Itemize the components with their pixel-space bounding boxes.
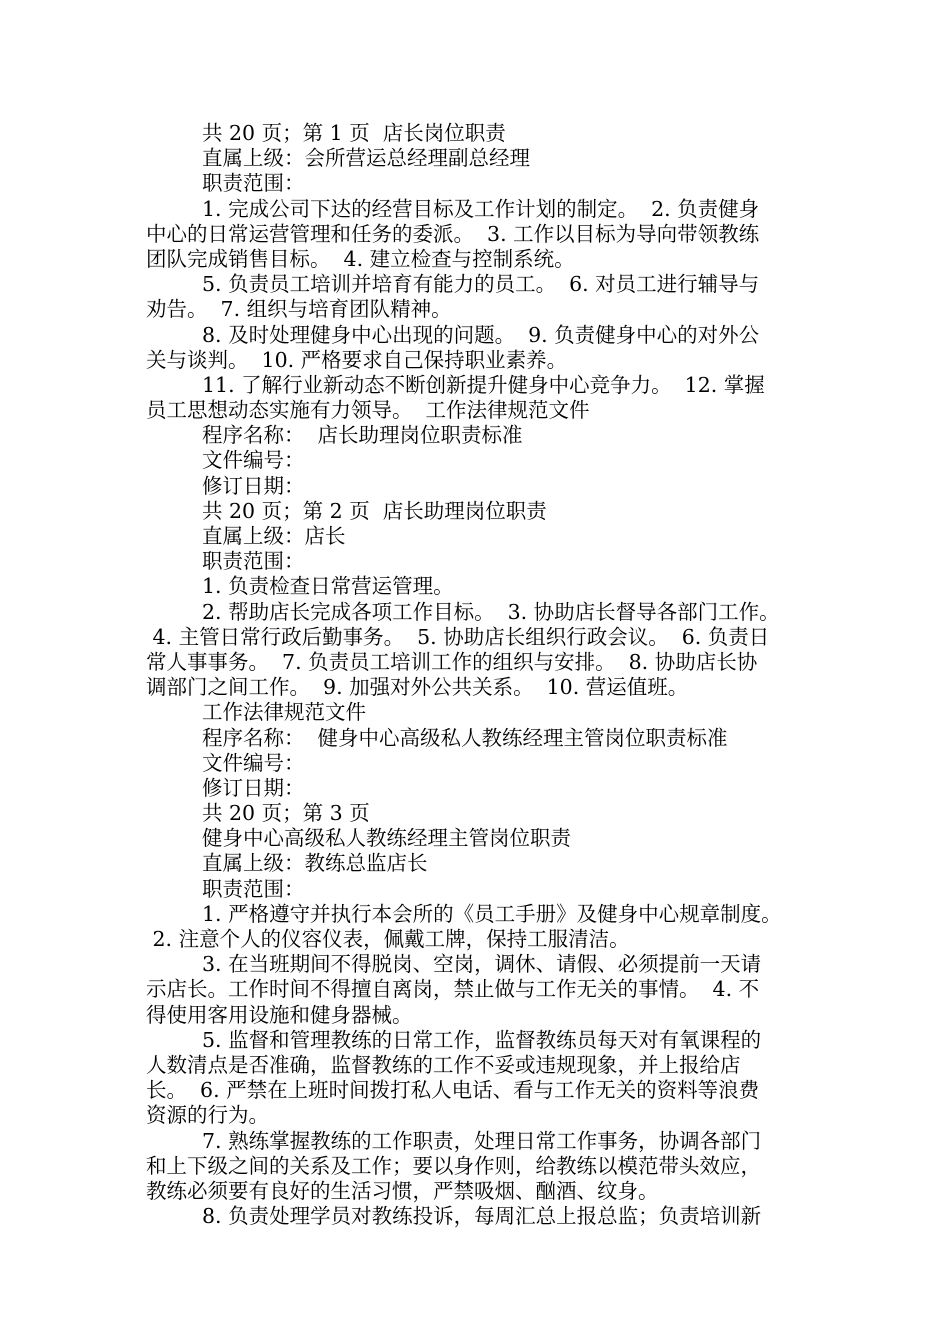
text-line: 职责范围：: [202, 876, 305, 901]
text-line: 共 20 页；第 2 页 店长助理岗位职责: [202, 498, 547, 523]
text-line: 职责范围：: [202, 171, 305, 196]
text-line: 直属上级：教练总监店长: [202, 851, 428, 876]
text-line: 修订日期：: [202, 473, 305, 498]
text-line: 文件编号：: [202, 750, 305, 775]
text-line: 3. 在当班期间不得脱岗、空岗，调休、请假、必须提前一天请: [202, 952, 762, 977]
text-line: 得使用客用设施和健身器械。: [146, 1002, 413, 1027]
text-line: 11. 了解行业新动态不断创新提升健身中心竞争力。 12. 掌握: [202, 372, 765, 397]
text-line: 5. 负责员工培训并培育有能力的员工。 6. 对员工进行辅导与: [202, 272, 760, 297]
text-line: 团队完成销售目标。 4. 建立检查与控制系统。: [146, 246, 575, 271]
text-line: 人数清点是否准确，监督教练的工作不妥或违规现象，并上报给店: [146, 1052, 741, 1077]
text-line: 工作法律规范文件: [202, 700, 366, 725]
text-line: 4. 主管日常行政后勤事务。 5. 协助店长组织行政会议。 6. 负责日: [146, 624, 770, 649]
text-line: 关与谈判。 10. 严格要求自己保持职业素养。: [146, 347, 568, 372]
text-line: 8. 及时处理健身中心出现的问题。 9. 负责健身中心的对外公: [202, 322, 760, 347]
text-line: 中心的日常运营管理和任务的委派。 3. 工作以目标为导向带领教练: [146, 221, 760, 246]
text-line: 2. 注意个人的仪容仪表，佩戴工牌，保持工服清洁。: [146, 927, 630, 951]
text-line: 健身中心高级私人教练经理主管岗位职责: [202, 826, 571, 851]
text-line: 直属上级：店长: [202, 524, 346, 548]
text-line: 和上下级之间的关系及工作；要以身作则，给教练以模范带头效应，: [146, 1153, 761, 1178]
text-line: 2. 帮助店长完成各项工作目标。 3. 协助店长督导各部门工作。: [202, 599, 780, 624]
text-line: 共 20 页；第 1 页 店长岗位职责: [202, 121, 506, 145]
text-line: 员工思想动态实施有力领导。 工作法律规范文件: [146, 398, 590, 423]
text-line: 调部门之间工作。 9. 加强对外公共关系。 10. 营运值班。: [146, 675, 689, 700]
text-line: 程序名称： 店长助理岗位职责标准: [202, 423, 523, 448]
text-line: 5. 监督和管理教练的日常工作，监督教练员每天对有氧课程的: [202, 1027, 762, 1052]
text-line: 1. 负责检查日常营运管理。: [202, 574, 454, 599]
text-line: 1. 完成公司下达的经营目标及工作计划的制定。 2. 负责健身: [202, 196, 760, 221]
text-line: 职责范围：: [202, 549, 305, 574]
text-line: 程序名称： 健身中心高级私人教练经理主管岗位职责标准: [202, 725, 728, 750]
text-line: 修订日期：: [202, 775, 305, 800]
text-line: 文件编号：: [202, 448, 305, 473]
text-line: 直属上级：会所营运总经理副总经理: [202, 146, 530, 171]
text-line: 资源的行为。: [146, 1103, 269, 1128]
text-line: 8. 负责处理学员对教练投诉，每周汇总上报总监；负责培训新: [202, 1204, 762, 1229]
text-line: 示店长。工作时间不得擅自离岗，禁止做与工作无关的事情。 4. 不: [146, 977, 760, 1002]
text-line: 常人事事务。 7. 负责员工培训工作的组织与安排。 8. 协助店长协: [146, 649, 758, 674]
text-line: 共 20 页；第 3 页: [202, 801, 370, 826]
text-line: 7. 熟练掌握教练的工作职责，处理日常工作事务，协调各部门: [202, 1128, 762, 1153]
text-line: 1. 严格遵守并执行本会所的《员工手册》及健身中心规章制度。: [202, 901, 782, 926]
text-line: 劝告。 7. 组织与培育团队精神。: [146, 297, 452, 322]
document-page: [146, 121, 826, 1229]
text-line: 教练必须要有良好的生活习惯，严禁吸烟、酗酒、纹身。: [146, 1178, 659, 1203]
text-line: 长。 6. 严禁在上班时间拨打私人电话、看与工作无关的资料等浪费: [146, 1078, 760, 1103]
